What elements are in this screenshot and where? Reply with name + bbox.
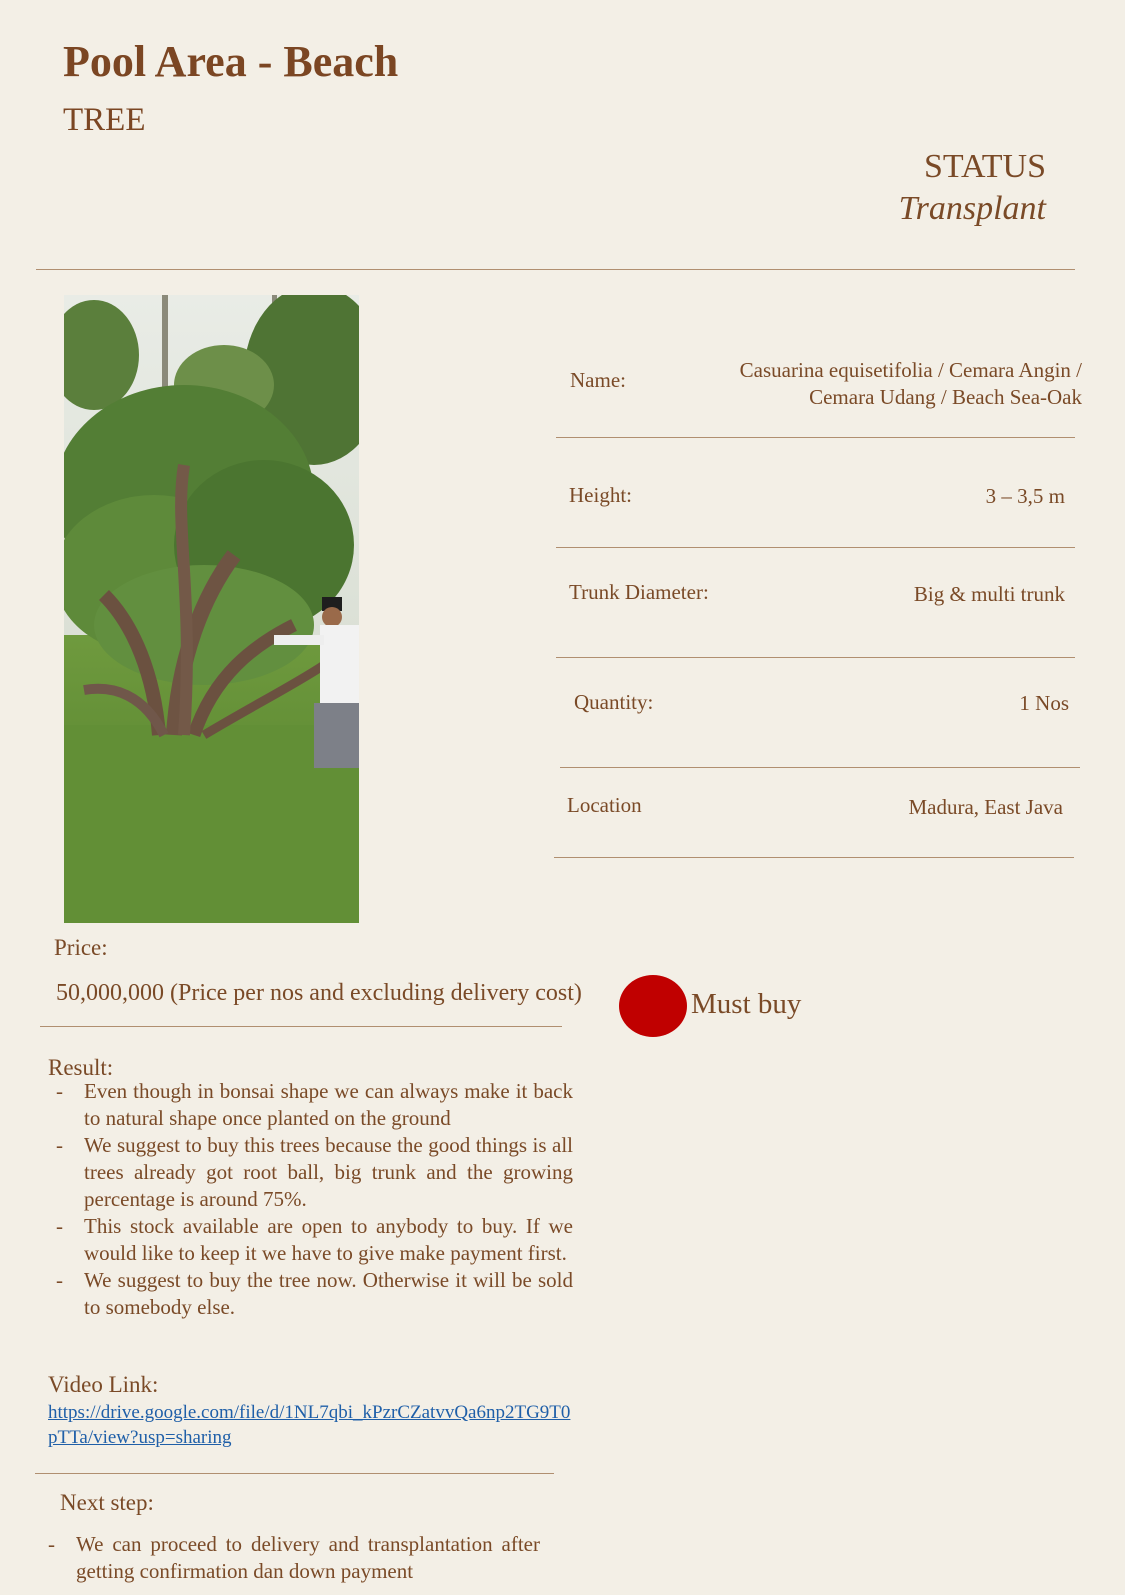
page-title: Pool Area - Beach <box>63 37 399 86</box>
height-value: 3 – 3,5 m <box>985 484 1065 508</box>
location-label: Location <box>567 793 642 817</box>
list-item: - We suggest to buy the tree now. Otherwise it will be sold to somebody else. <box>56 1268 573 1319</box>
name-value-line2: Cemara Udang / Beach Sea-Oak <box>809 385 1082 409</box>
result-list <box>48 1078 573 1321</box>
list-item-text: This stock available are open to anybody to buy. If we would like to keep it we have to give make payment first. <box>84 1214 573 1265</box>
height-label: Height: <box>569 483 632 507</box>
quantity-label: Quantity: <box>574 690 654 714</box>
list-item: - We can proceed to delivery and transplantation after getting confirmation dan down payment <box>48 1532 540 1583</box>
status-label: STATUS <box>924 148 1046 185</box>
list-item-text: We can proceed to delivery and transplantation after getting confirmation dan down payment <box>76 1532 540 1583</box>
must-buy-indicator <box>619 975 687 1037</box>
trunk-diameter-label: Trunk Diameter: <box>569 580 709 604</box>
page-subtitle: TREE <box>63 102 146 138</box>
row-divider <box>556 437 1075 438</box>
must-buy-label: Must buy <box>691 988 802 1020</box>
video-link-heading: Video Link: <box>48 1372 159 1397</box>
result-heading: Result: <box>48 1055 114 1080</box>
tree-photo <box>64 295 359 923</box>
row-divider <box>556 657 1075 658</box>
price-label: Price: <box>54 935 108 960</box>
name-label: Name: <box>570 368 626 392</box>
row-divider <box>560 767 1080 768</box>
list-item-text: We suggest to buy the tree now. Otherwise it will be sold to somebody else. <box>84 1268 573 1319</box>
next-step-list <box>40 1531 540 1585</box>
video-link[interactable]: https://drive.google.com/file/d/1NL7qbi_kPzrCZatvvQa6np2TG9T0pTTa/view?usp=sharing <box>48 1402 571 1448</box>
video-divider <box>35 1473 554 1474</box>
list-item-text: Even though in bonsai shape we can always make it back to natural shape once planted on the ground <box>84 1079 573 1130</box>
location-value: Madura, East Java <box>908 795 1063 819</box>
status-value: Transplant <box>898 190 1046 227</box>
list-item-text: We suggest to buy this trees because the good things is all trees already got root ball, big trunk and the growing percentage is around 75%. <box>84 1133 573 1211</box>
row-divider <box>556 547 1075 548</box>
row-divider <box>554 857 1074 858</box>
next-step-heading: Next step: <box>60 1490 154 1515</box>
trunk-diameter-value: Big & multi trunk <box>913 582 1065 606</box>
quantity-value: 1 Nos <box>1019 691 1069 715</box>
list-item: - Even though in bonsai shape we can always make it back to natural shape once planted on the ground <box>56 1079 573 1130</box>
name-value-line1: Casuarina equisetifolia / Cemara Angin / <box>739 358 1082 382</box>
header-divider <box>36 269 1075 270</box>
price-divider <box>40 1026 562 1027</box>
list-item: - This stock available are open to anybody to buy. If we would like to keep it we have to give make payment first. <box>56 1214 573 1265</box>
price-value: 50,000,000 (Price per nos and excluding delivery cost) <box>56 980 582 1006</box>
tree-photo-image <box>64 295 359 923</box>
list-item: - We suggest to buy this trees because the good things is all trees already got root ball, big trunk and the growing percentage is around 75%. <box>56 1133 573 1211</box>
